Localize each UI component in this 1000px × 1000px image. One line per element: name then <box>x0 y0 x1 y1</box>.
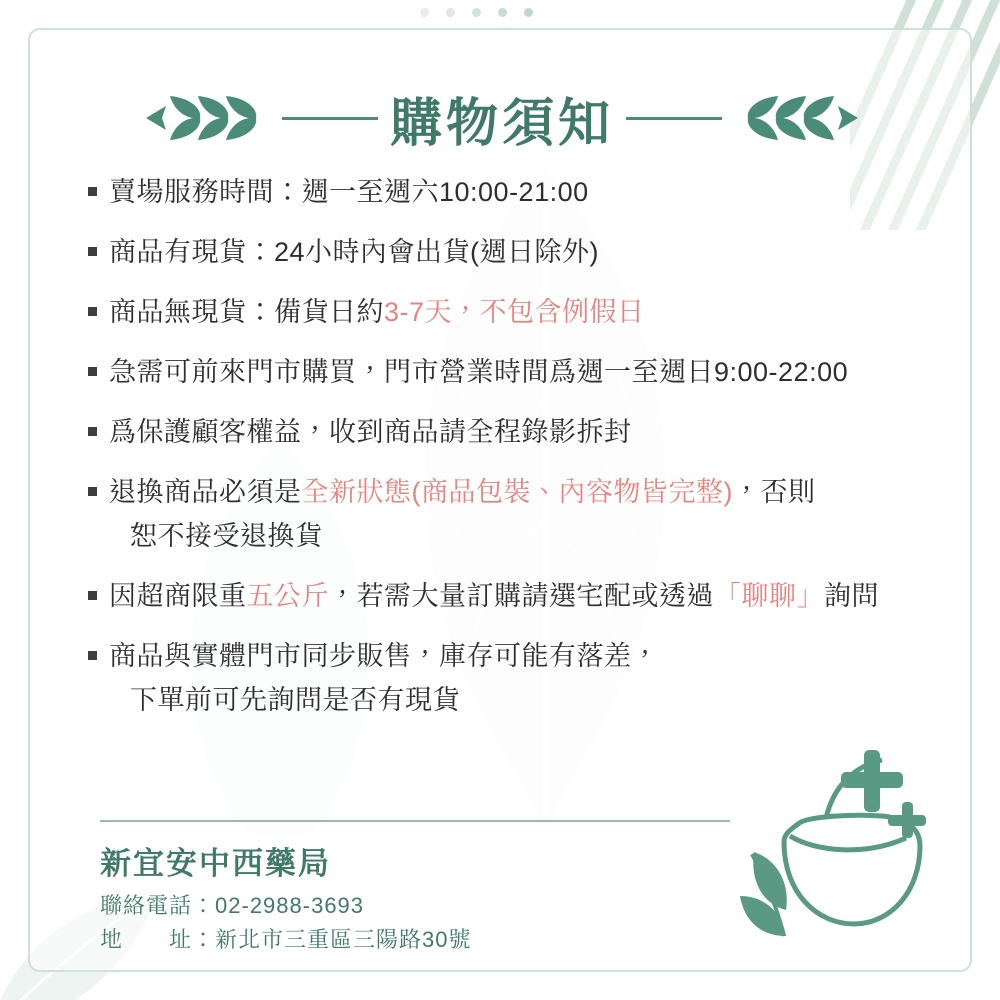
notice-store-pickup: 急需可前來門市購買，門市營業時間爲週一至週日9:00-22:00 <box>109 357 849 387</box>
notice-list <box>88 170 928 738</box>
leaf-arrow-left-icon <box>140 88 270 148</box>
bullet-icon <box>88 187 97 196</box>
shop-phone-line <box>100 889 472 923</box>
list-item <box>88 350 928 394</box>
notice-weight-limit-text-1: 因超商限重 <box>109 581 247 611</box>
title-rule-right <box>626 117 722 120</box>
notice-out-of-stock-highlight: 3-7天，不包含例假日 <box>384 297 645 327</box>
shop-name: 新宜安中西藥局 <box>100 846 331 881</box>
list-item <box>88 170 928 214</box>
phone-label: 聯絡電話： <box>100 893 216 918</box>
notice-weight-limit-text-3: 詢問 <box>824 581 879 611</box>
bullet-icon <box>88 247 97 256</box>
address-value: 新北市三重區三陽路30號 <box>215 927 472 952</box>
notice-out-of-stock <box>109 290 645 334</box>
page-title: 購物須知 <box>389 95 614 153</box>
notice-return-condition <box>109 470 815 514</box>
list-item <box>88 574 928 618</box>
notice-stock-sync-continuation: 下單前可先詢問是否有現貨 <box>130 685 460 715</box>
notice-return-condition-continuation: 恕不接受退換貨 <box>130 521 323 551</box>
bullet-icon <box>88 307 97 316</box>
notice-return-condition-text-2: ，否則 <box>732 477 816 507</box>
address-label: 地 址： <box>100 927 216 952</box>
notice-return-condition-highlight: 全新狀態(商品包裝、內容物皆完整) <box>301 477 733 507</box>
notice-weight-limit-text-2: ，若需大量訂購請選宅配或透過 <box>329 581 714 611</box>
notice-unboxing-video: 爲保護顧客權益，收到商品請全程錄影拆封 <box>109 417 632 447</box>
notice-out-of-stock-text: 商品無現貨：備貨日約 <box>109 297 384 327</box>
shop-address-line <box>100 923 472 957</box>
footer <box>100 838 472 957</box>
title-rule-left <box>282 117 378 120</box>
notice-stock-sync: 商品與實體門市同步販售，庫存可能有落差， <box>109 641 659 671</box>
list-item <box>88 230 928 274</box>
bullet-icon <box>88 487 97 496</box>
phone-value: 02-2988-3693 <box>215 893 365 918</box>
bullet-icon <box>88 591 97 600</box>
notice-return-condition-text-1: 退換商品必須是 <box>109 477 302 507</box>
notice-weight-limit-highlight-2: 「聊聊」 <box>714 581 824 611</box>
notice-service-hours: 賣場服務時間：週一至週六10:00-21:00 <box>109 177 589 207</box>
title-row <box>30 78 974 158</box>
notice-in-stock: 商品有現貨：24小時內會出貨(週日除外) <box>109 237 600 267</box>
list-item <box>88 470 928 558</box>
bullet-icon <box>88 367 97 376</box>
dots-decoration <box>420 8 533 17</box>
list-item <box>88 290 928 334</box>
notice-weight-limit-highlight-1: 五公斤 <box>246 581 329 611</box>
list-item <box>88 410 928 454</box>
bullet-icon <box>88 651 97 660</box>
content-card <box>28 28 972 972</box>
leaf-arrow-right-icon <box>734 88 864 148</box>
footer-divider <box>100 820 730 822</box>
list-item <box>88 634 928 722</box>
notice-weight-limit <box>109 574 879 618</box>
mortar-and-pestle-leaf-icon <box>706 724 936 944</box>
bullet-icon <box>88 427 97 436</box>
